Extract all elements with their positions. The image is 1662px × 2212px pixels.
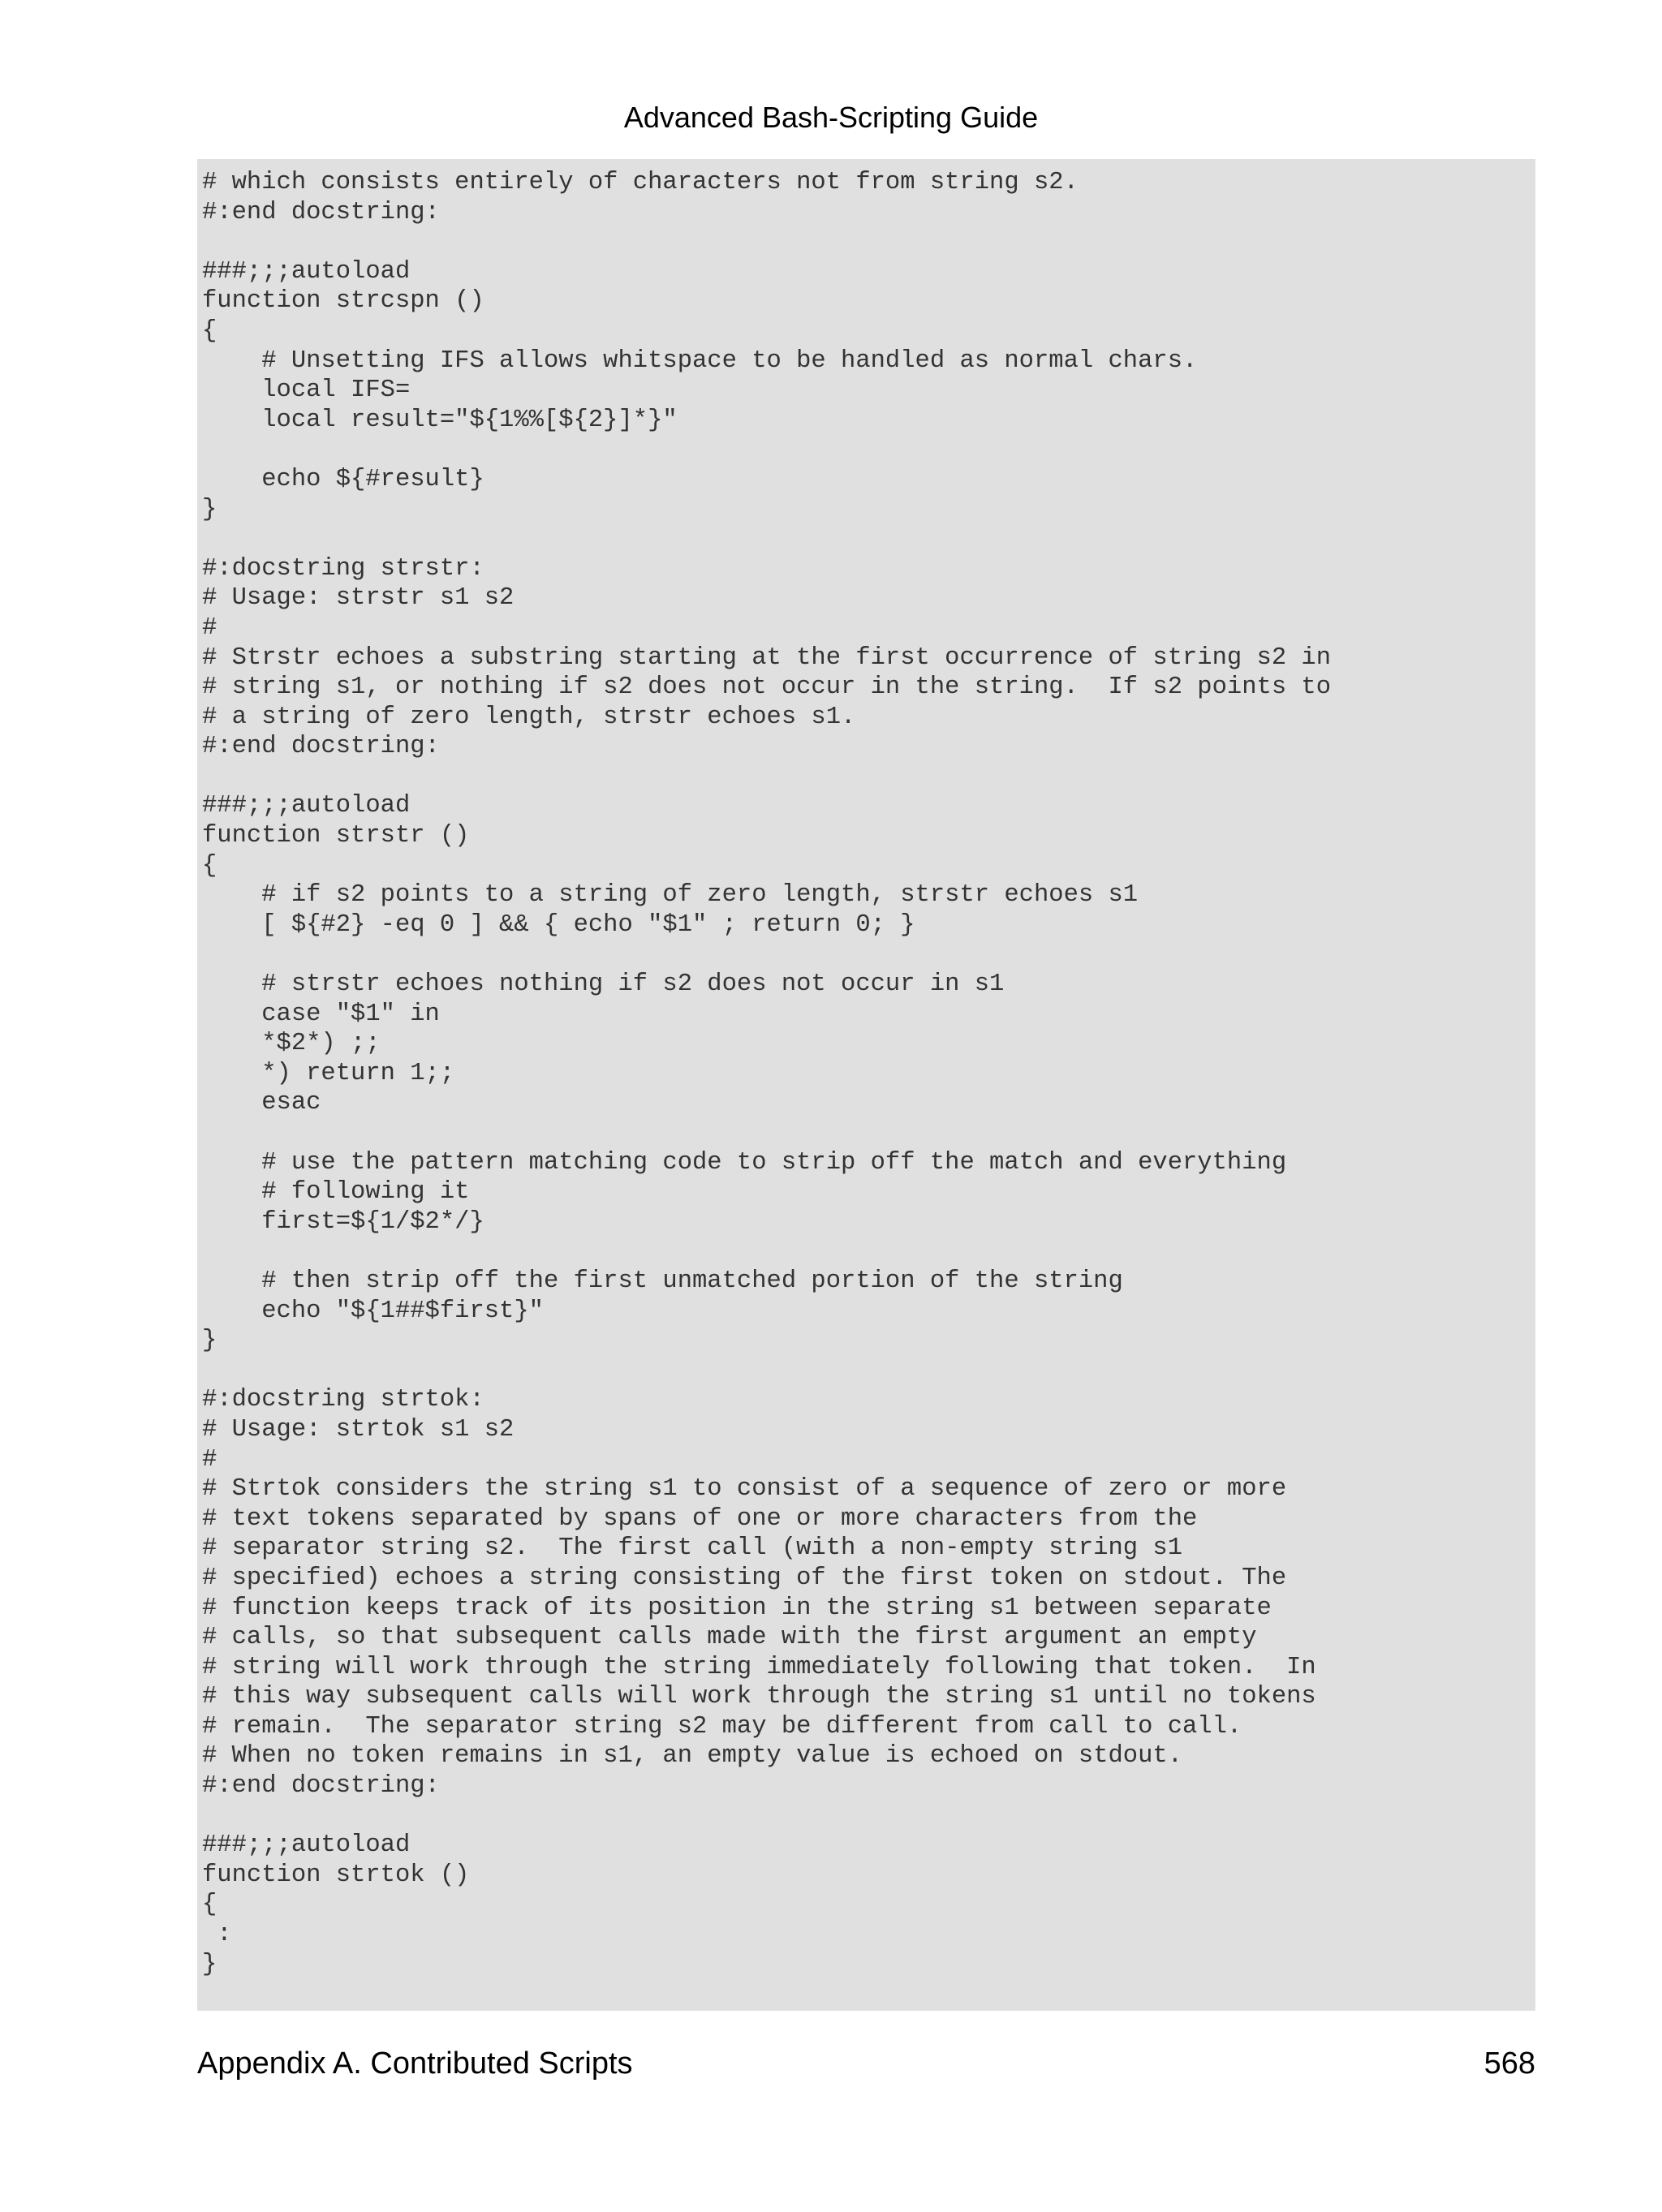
code-line: local IFS= xyxy=(202,377,411,405)
code-line: # this way subsequent calls will work through the string s1 until no tokens xyxy=(202,1683,1316,1711)
code-line: # xyxy=(202,1445,217,1474)
code-line: : xyxy=(202,1921,232,1949)
code-line: } xyxy=(202,495,217,523)
code-line: function strtok () xyxy=(202,1861,470,1889)
page-header xyxy=(0,97,1662,138)
code-line: # which consists entirely of characters not from string s2. xyxy=(202,169,1079,196)
code-line: #:docstring strtok: xyxy=(202,1386,484,1414)
code-line: # Unsetting IFS allows whitspace to be handled as normal chars. xyxy=(202,346,1198,375)
code-line: case "$1" in xyxy=(202,1000,440,1028)
code-line: # calls, so that subsequent calls made with the first argument an empty xyxy=(202,1624,1257,1652)
code-line: # a string of zero length, strstr echoes s1. xyxy=(202,703,856,731)
code-line: # if s2 points to a string of zero length, strstr echoes s1 xyxy=(202,881,1139,910)
code-line: #:end docstring: xyxy=(202,198,440,226)
code-line: first=${1/$2*/} xyxy=(202,1207,484,1236)
document-title: Advanced Bash-Scripting Guide xyxy=(623,101,1039,134)
code-line: echo "${1##$first}" xyxy=(202,1297,544,1325)
code-line: esac xyxy=(202,1089,321,1117)
code-line: # then strip off the first unmatched portion of the string xyxy=(202,1267,1123,1295)
code-line: { xyxy=(202,316,217,345)
code-line: *$2*) ;; xyxy=(202,1030,381,1058)
code-line xyxy=(202,1356,1535,1386)
code-line: # use the pattern matching code to strip off the match and everything xyxy=(202,1148,1287,1177)
code-line: local result="${1%%[${2}]*}" xyxy=(202,406,678,434)
code-line: # remain. The separator string s2 may be different from call to call. xyxy=(202,1712,1242,1741)
code-line: # Strtok considers the string s1 to consist of a sequence of zero or more xyxy=(202,1475,1287,1504)
code-line: # strstr echoes nothing if s2 does not occur in s1 xyxy=(202,970,1005,999)
code-line: { xyxy=(202,1891,217,1919)
code-line: #:docstring strstr: xyxy=(202,554,484,583)
code-line: # string will work through the string immediately following that token. In xyxy=(202,1653,1316,1681)
code-line: # text tokens separated by spans of one or more characters from the xyxy=(202,1504,1198,1533)
page-footer xyxy=(197,2043,1535,2084)
code-line: # function keeps track of its position in the string s1 between separate xyxy=(202,1594,1272,1622)
code-line: #:end docstring: xyxy=(202,733,440,761)
code-line xyxy=(202,1237,1535,1267)
code-line: echo ${#result} xyxy=(202,465,484,493)
code-listing xyxy=(197,159,1535,2011)
code-line: # specified) echoes a string consisting of the first token on stdout. The xyxy=(202,1564,1287,1592)
footer-section-title: Appendix A. Contributed Scripts xyxy=(197,2046,633,2081)
code-line: # separator string s2. The first call (with a non-empty string s1 xyxy=(202,1534,1182,1563)
code-line: # When no token remains in s1, an empty value is echoed on stdout. xyxy=(202,1742,1182,1771)
code-line: # Usage: strstr s1 s2 xyxy=(202,584,515,613)
code-line: # xyxy=(202,613,217,642)
code-line xyxy=(202,1801,1535,1831)
code-line: # Usage: strtok s1 s2 xyxy=(202,1415,515,1444)
code-line: function strcspn () xyxy=(202,287,484,316)
code-line: # following it xyxy=(202,1178,470,1207)
code-line: { xyxy=(202,851,217,880)
code-line: } xyxy=(202,1327,217,1355)
code-line: ###;;;autoload xyxy=(202,1831,411,1860)
footer-page-number: 568 xyxy=(1483,2046,1535,2081)
code-line xyxy=(202,227,1535,257)
code-line xyxy=(202,940,1535,970)
code-line: # Strstr echoes a substring starting at the first occurrence of string s2 in xyxy=(202,643,1332,672)
code-line: *) return 1;; xyxy=(202,1059,455,1087)
code-line: } xyxy=(202,1950,217,1978)
code-line: #:end docstring: xyxy=(202,1772,440,1801)
code-line xyxy=(202,762,1535,792)
code-line: ###;;;autoload xyxy=(202,257,411,286)
code-line xyxy=(202,435,1535,465)
code-line xyxy=(202,524,1535,554)
code-line xyxy=(202,1118,1535,1148)
code-line: ###;;;autoload xyxy=(202,792,411,820)
code-line: function strstr () xyxy=(202,822,470,850)
code-line: # string s1, or nothing if s2 does not occur in the string. If s2 points to xyxy=(202,673,1332,702)
code-line: [ ${#2} -eq 0 ] && { echo "$1" ; return 0; } xyxy=(202,910,915,939)
